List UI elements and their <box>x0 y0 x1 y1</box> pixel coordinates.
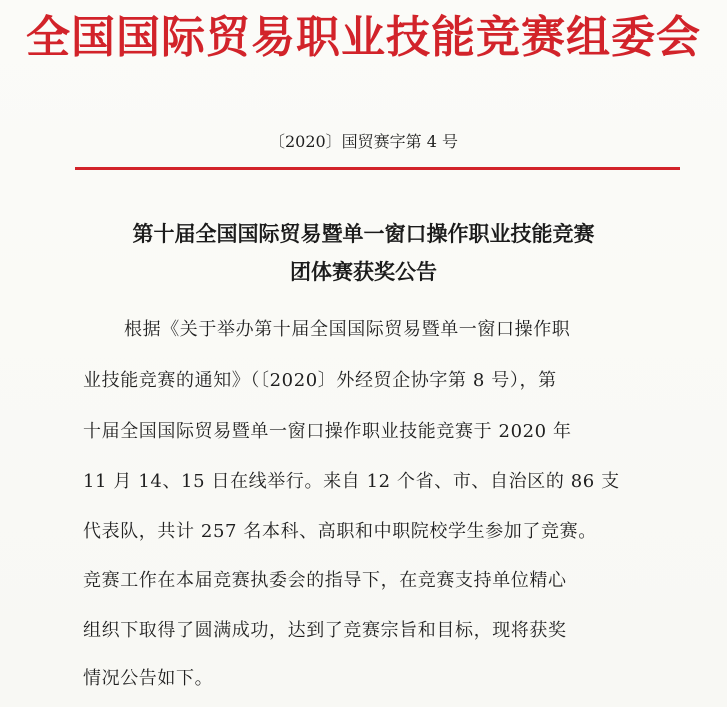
body-line-8: 情况公告如下。 <box>83 668 214 689</box>
body-line-1: 根据《关于举办第十届全国国际贸易暨单一窗口操作职 <box>124 319 571 340</box>
notice-title-line-2: 团体赛获奖公告 <box>290 260 437 284</box>
document-number: 〔2020〕国贸赛字第 4 号 <box>268 132 459 151</box>
notice-title-line-1: 第十届全国国际贸易暨单一窗口操作职业技能竞赛 <box>132 222 595 246</box>
body-line-3: 十届全国国际贸易暨单一窗口操作职业技能竞赛于 2020 年 <box>83 421 572 442</box>
body-line-5: 代表队，共计 257 名本科、高职和中职院校学生参加了竞赛。 <box>83 521 597 542</box>
body-line-2: 业技能竞赛的通知》（〔2020〕外经贸企协字第 8 号），第 <box>83 370 557 391</box>
body-line-6: 竞赛工作在本届竞赛执委会的指导下，在竞赛支持单位精心 <box>83 570 567 591</box>
body-line-4: 11 月 14、15 日在线举行。来自 12 个省、市、自治区的 86 支 <box>83 471 620 492</box>
red-divider-line <box>75 167 680 170</box>
organization-header: 全国国际贸易职业技能竞赛组委会 <box>26 12 701 63</box>
body-line-7: 组织下取得了圆满成功，达到了竞赛宗旨和目标，现将获奖 <box>83 620 567 641</box>
